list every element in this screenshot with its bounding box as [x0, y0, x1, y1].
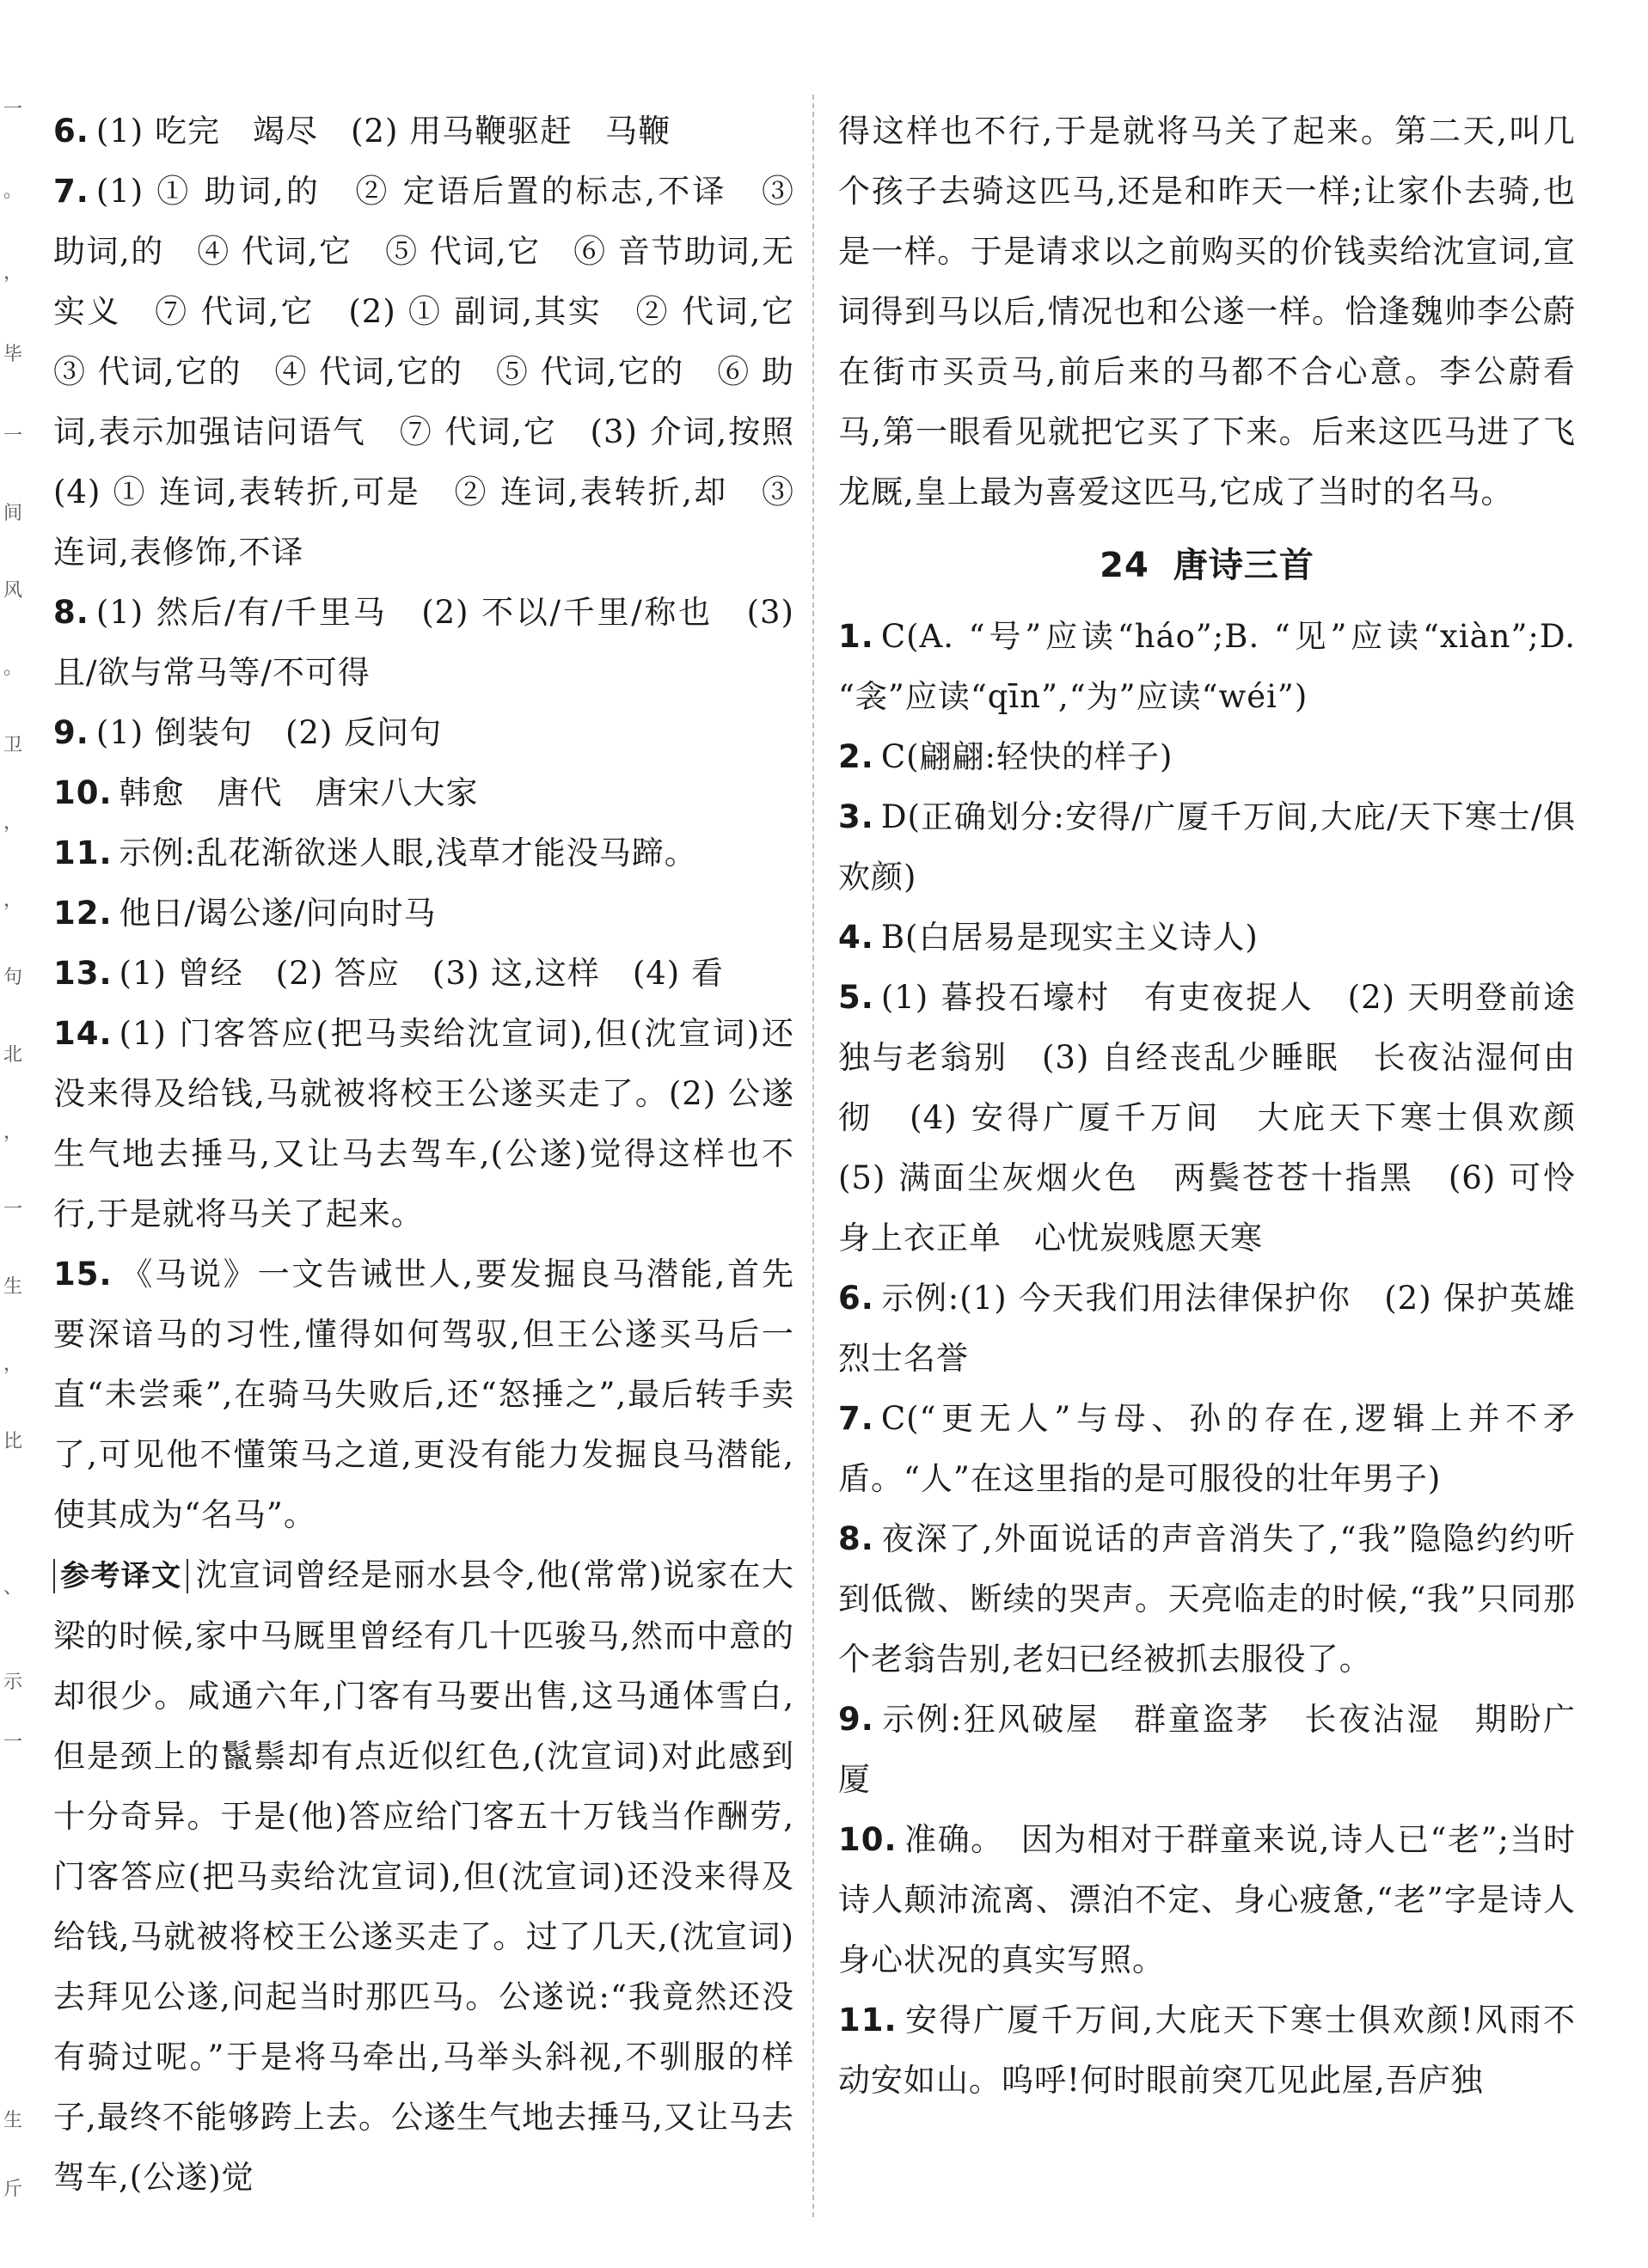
item-text: C(翩翩:轻快的样子): [880, 738, 1173, 775]
answer-item: [53, 883, 794, 944]
margin-char: ，: [3, 812, 23, 834]
item-text: 《马说》一文告诫世人,要发掘良马潜能,首先要深谙马的习性,懂得如何驾驭,但王公遂买马后一直“未尝乘”,在骑马失败后,还“怒捶之”,最后转手卖了,可见他不懂策马之道,更没有能力发掘良马潜能,使其成为“名马”。: [53, 1256, 794, 1533]
item-number: 5.: [838, 979, 874, 1016]
answer-item: [53, 823, 794, 883]
item-number: 8.: [53, 594, 89, 631]
answer-item: [53, 703, 794, 763]
margin-char: 一: [3, 99, 23, 120]
reference-text: 沈宣词曾经是丽水县令,他(常常)说家在大梁的时候,家中马厩里曾经有几十匹骏马,然而中意的却很少。咸通六年,门客有马要出售,这马通体雪白,但是颈上的鬣鬃却有点近似红色,(沈宣词)对此感到十分奇异。于是(他)答应给门客五十万钱当作酬劳,门客答应(把马卖给沈宣词),但(沈宣词)还没来得及给钱,马就被将校王公遂买走了。过了几天,(沈宣词)去拜见公遂,问起当时那匹马。公遂说:“我竟然还没有骑过呢。”于是将马牵出,马举头斜视,不驯服的样子,最终不能够跨上去。公遂生气地去捶马,又让马去驾车,(公遂)觉: [53, 1556, 795, 2196]
margin-char: 句: [3, 967, 23, 988]
item-text: (1) 门客答应(把马卖给沈宣词),但(沈宣词)还没来得及给钱,马就被将校王公遂买走了。(2) 公遂生气地去捶马,又让马去驾车,(公遂)觉得这样也不行,于是就将马关了起来。: [53, 1015, 794, 1232]
item-text: (1) 暮投石壕村 有吏夜捉人 (2) 天明登前途 独与老翁别 (3) 自经丧乱少睡眠 长夜沾湿何由彻 (4) 安得广厦千万间 大庇天下寒士俱欢颜 (5) 满面尘灰烟火色 两鬓苍苍十指黑 (6) 可怜身上衣正单 心忧炭贱愿天寒: [838, 979, 1608, 1256]
answer-item: [53, 583, 794, 703]
item-text: 准确。 因为相对于群童来说,诗人已“老”;当时诗人颠沛流离、漂泊不定、身心疲惫,“老”字是诗人身心状况的真实写照。: [838, 1821, 1576, 1978]
left-margin-fragments: [0, 95, 22, 2226]
item-text: 示例:(1) 今天我们用法律保护你 (2) 保护英雄烈士名誉: [838, 1280, 1576, 1377]
section-title: 唐诗三首: [1173, 546, 1314, 585]
margin-char: 卫: [3, 735, 23, 756]
item-text: B(白居易是现实主义诗人): [880, 919, 1259, 956]
margin-char: 、: [3, 1577, 23, 1599]
answer-item: [838, 1990, 1576, 2111]
answer-item: [838, 1268, 1576, 1389]
item-text: 示例:乱花渐欲迷人眼,浅草才能没马蹄。: [119, 834, 697, 871]
item-number: 1.: [838, 618, 874, 655]
answer-item: [838, 787, 1576, 908]
translation-continuation: 得这样也不行,于是就将马关了起来。第二天,叫几个孩子去骑这匹马,还是和昨天一样;让家仆去骑,也是一样。于是请求以之前购买的价钱卖给沈宣词,宣词得到马以后,情况也和公遂一样。恰逢魏帅李公蔚在街市买贡马,前后来的马都不合心意。李公蔚看马,第一眼看见就把它买了下来。后来这匹马进了飞龙厩,皇上最为喜爱这匹马,它成了当时的名马。: [838, 113, 1576, 510]
column-divider: [812, 95, 814, 2217]
item-text: (1) ① 助词,的 ② 定语后置的标志,不译 ③ 助词,的 ④ 代词,它 ⑤ 代词,它 ⑥ 音节助词,无实义 ⑦ 代词,它 (2) ① 副词,其实 ② 代词,它 ③ 代词,它的 ④ 代词,它的 ⑤ 代词,它的 ⑥ 助词,表示加强诘问语气 ⑦ 代词,它 (3) 介词,按照 (4) ① 连词,表转折,可是 ② 连词,表转折,却 ③ 连词,表修饰,不译: [53, 173, 827, 571]
item-number: 7.: [838, 1400, 874, 1437]
item-text: (1) 然后/有/千里马 (2) 不以/千里/称也 (3) 且/欲与常马等/不可得: [53, 594, 794, 691]
item-text: 他日/谒公遂/问向时马: [119, 895, 437, 932]
margin-char: ，: [3, 1354, 23, 1375]
margin-char: 。: [3, 657, 23, 679]
margin-char: ，: [3, 1122, 23, 1143]
item-number: 7.: [53, 173, 89, 210]
margin-char: 生: [3, 2110, 23, 2131]
item-number: 6.: [838, 1280, 874, 1317]
item-text: D(正确划分:安得/广厦千万间,大庇/天下寒士/俱欢颜): [838, 798, 1576, 896]
section-heading: [838, 541, 1576, 590]
left-column: [53, 101, 827, 2208]
answer-item: [53, 763, 794, 823]
item-number: 10.: [838, 1821, 898, 1858]
reference-translation: [53, 1545, 794, 2208]
item-text: 夜深了,外面说话的声音消失了,“我”隐隐约约听到低微、断续的哭声。天亮临走的时候,“我”只同那个老翁告别,老妇已经被抓去服役了。: [838, 1520, 1576, 1678]
item-number: 4.: [838, 919, 874, 956]
item-number: 15.: [53, 1256, 113, 1293]
item-text: C(A. “号”应读“háo”;B. “见”应读“xiàn”;D. “衾”应读“qīn”,“为”应读“wéi”): [838, 618, 1576, 715]
margin-char: 。: [3, 180, 23, 202]
answer-item: [838, 727, 1576, 787]
margin-char: 斤: [3, 2179, 23, 2200]
answer-item: [838, 1389, 1576, 1509]
item-text: 安得广厦千万间,大庇天下寒士俱欢颜!风雨不动安如山。呜呼!何时眼前突兀见此屋,吾庐独: [838, 2002, 1576, 2099]
answer-item: [838, 1690, 1576, 1810]
reference-label: 参考译文: [53, 1559, 188, 1593]
item-number: 9.: [53, 714, 89, 751]
answer-item: [53, 162, 827, 583]
margin-char: 毕: [3, 344, 23, 365]
margin-char: 比: [3, 1431, 23, 1452]
margin-char: 一: [3, 1732, 23, 1753]
item-text: 韩愈 唐代 唐宋八大家: [119, 774, 479, 811]
margin-char: 北: [3, 1044, 23, 1066]
item-text: (1) 吃完 竭尽 (2) 用马鞭驱赶 马鞭: [95, 113, 671, 150]
margin-char: 风: [3, 580, 23, 602]
right-column: [838, 101, 1608, 2111]
item-number: 14.: [53, 1015, 113, 1052]
answer-item: [53, 944, 794, 1004]
item-number: 12.: [53, 895, 113, 932]
answer-item: [53, 101, 794, 162]
item-text: C(“更无人”与母、孙的存在,逻辑上并不矛盾。“人”在这里指的是可服役的壮年男子): [838, 1400, 1576, 1497]
answer-item: [53, 1004, 794, 1244]
item-text: (1) 倒装句 (2) 反问句: [95, 714, 443, 751]
item-number: 2.: [838, 738, 874, 775]
answer-item: [838, 1810, 1576, 1990]
answer-item: [838, 1509, 1576, 1690]
margin-char: 生: [3, 1276, 23, 1298]
answer-item: [53, 1244, 794, 1545]
margin-char: 间: [3, 503, 23, 524]
margin-char: 示: [3, 1672, 23, 1693]
margin-char: ，: [3, 889, 23, 911]
answer-item: [838, 968, 1608, 1268]
margin-char: 一: [3, 1199, 23, 1220]
section-number: 24: [1100, 546, 1149, 585]
margin-char: ，: [3, 262, 23, 284]
margin-char: 一: [3, 425, 23, 447]
answer-item: [838, 607, 1576, 727]
item-number: 8.: [838, 1520, 874, 1557]
item-number: 11.: [53, 834, 113, 871]
item-number: 9.: [838, 1701, 874, 1738]
item-number: 10.: [53, 774, 113, 811]
item-text: (1) 曾经 (2) 答应 (3) 这,这样 (4) 看: [119, 955, 724, 992]
answer-item: [838, 908, 1576, 968]
item-number: 3.: [838, 798, 874, 835]
item-number: 13.: [53, 955, 113, 992]
item-number: 11.: [838, 2002, 898, 2039]
item-text: 示例:狂风破屋 群童盗茅 长夜沾湿 期盼广厦: [838, 1701, 1576, 1798]
item-number: 6.: [53, 113, 89, 150]
